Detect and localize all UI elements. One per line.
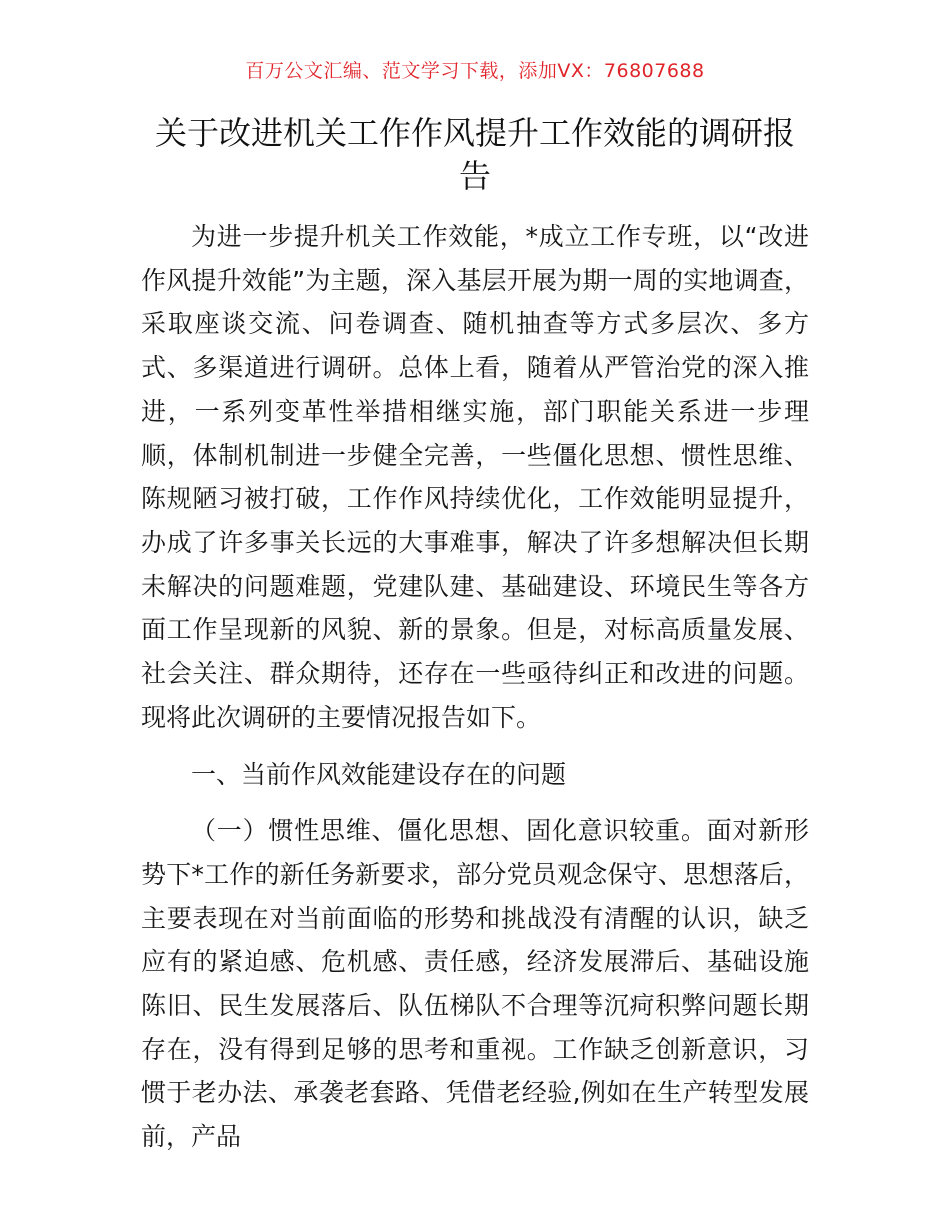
document-body [141,215,809,1159]
section-heading: 一、当前作风效能建设存在的问题 [191,760,567,790]
section-item-paragraph: （一）惯性思维、僵化思想、固化意识较重。面对新形势下*工作的新任务新要求，部分党员观念保守、思想落后，主要表现在对当前面临的形势和挑战没有清醒的认识，缺乏应有的紧迫感、危机感、责任感，经济发展滞后、基础设施陈旧、民生发展落后、队伍梯队不合理等沉疴积弊问题长期存在，没有得到足够的思考和重视。工作缺乏创新意识，习惯于老办法、承袭老套路、凭借老经验,例如在生产转型发展前，产品 [141,816,809,1152]
document-title: 关于改进机关工作作风提升工作效能的调研报告 [154,114,795,195]
watermark-banner: 百万公文汇编、范文学习下载，添加VX：76807688 [245,60,705,82]
intro-paragraph: 为进一步提升机关工作效能，*成立工作专班，以“改进作风提升效能”为主题，深入基层开展为期一周的实地调查，采取座谈交流、问卷调查、随机抽查等方式多层次、多方式、多渠道进行调研。总体上看，随着从严管治党的深入推进，一系列变革性举措相继实施，部门职能关系进一步理顺，体制机制进一步健全完善，一些僵化思想、惯性思维、陈规陋习被打破，工作作风持续优化，工作效能明显提升，办成了许多事关长远的大事难事，解决了许多想解决但长期未解决的问题难题，党建队建、基础建设、环境民生等各方面工作呈现新的风貌、新的景象。但是，对标高质量发展、社会关注、群众期待，还存在一些亟待纠正和改进的问题。现将此次调研的主要情况报告如下。 [141,222,809,732]
